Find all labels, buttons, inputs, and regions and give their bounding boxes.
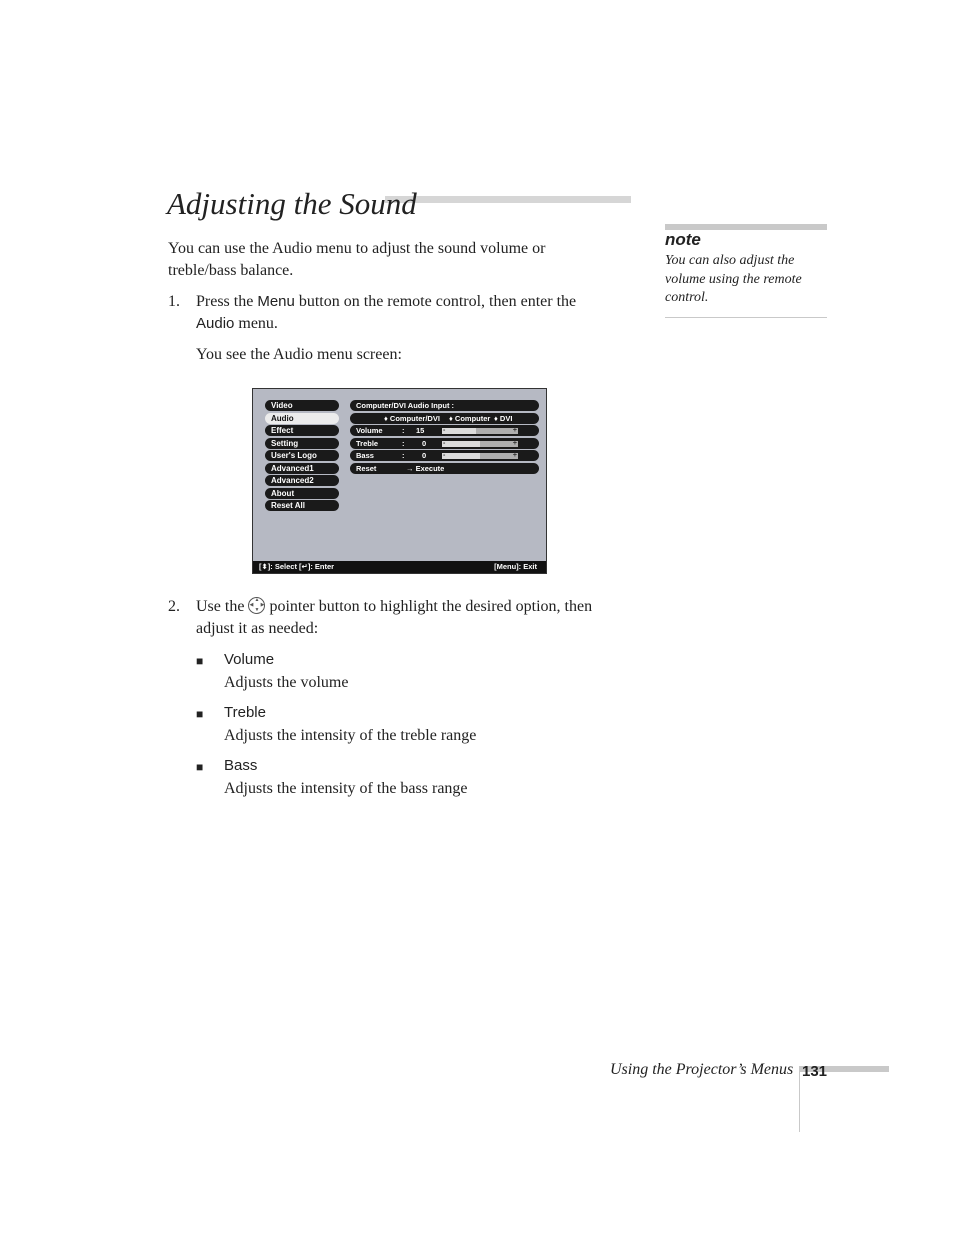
page-title: Adjusting the Sound bbox=[167, 186, 417, 221]
note-text: You can also adjust the volume using the remote control. bbox=[665, 253, 802, 305]
step-1-text-b: button on the remote control, then enter the bbox=[294, 293, 577, 310]
menu-item-effect: Effect bbox=[265, 425, 339, 436]
input-option-computer: ♦ Computer bbox=[449, 413, 491, 423]
menu-item-advanced2: Advanced2 bbox=[265, 475, 339, 486]
footer-divider bbox=[799, 1066, 800, 1132]
volume-label: Volume bbox=[356, 426, 383, 435]
option-treble-desc: Adjusts the intensity of the treble range bbox=[224, 727, 477, 744]
treble-slider-fill bbox=[442, 441, 480, 447]
reset-row bbox=[350, 463, 539, 474]
menu-keyword: Menu bbox=[257, 293, 295, 310]
treble-row bbox=[350, 438, 539, 449]
audio-input-label: Computer/DVI Audio Input : bbox=[356, 401, 455, 410]
slider-plus-marker: + bbox=[512, 439, 517, 447]
bullet-icon: ■ bbox=[196, 707, 204, 721]
treble-sep: : bbox=[402, 438, 405, 448]
slider-minus-marker: - bbox=[443, 427, 446, 434]
treble-slider bbox=[442, 441, 518, 447]
menu-item-about: About bbox=[265, 488, 339, 499]
execute-label: → Execute bbox=[406, 463, 445, 473]
pointer-button-icon: ▲ ▼ ◀ ▶ bbox=[249, 598, 265, 613]
slider-minus-marker: - bbox=[443, 439, 446, 447]
option-bass-desc: Adjusts the intensity of the bass range bbox=[224, 780, 468, 797]
bullet-icon: ■ bbox=[196, 654, 204, 668]
reset-label: Reset bbox=[356, 463, 377, 473]
note-heading: note bbox=[665, 230, 701, 249]
step-2-number: 2. bbox=[168, 598, 180, 615]
bass-value: 0 bbox=[422, 451, 427, 460]
menu-item-users-logo: User's Logo bbox=[265, 450, 339, 461]
intro-paragraph: You can use the Audio menu to adjust the sound volume or treble/bass balance. bbox=[168, 240, 546, 279]
menu-item-reset-all: Reset All bbox=[265, 500, 339, 511]
footer-chapter: Using the Projector’s Menus bbox=[610, 1061, 794, 1078]
step-1-text bbox=[196, 291, 626, 335]
step-1-text-c: menu. bbox=[234, 315, 278, 332]
title-rule bbox=[385, 196, 631, 203]
option-volume-desc: Adjusts the volume bbox=[224, 674, 349, 691]
step-2-text-b: pointer button to highlight the desired option, then bbox=[269, 598, 593, 615]
step-2-text bbox=[196, 596, 636, 640]
slider-minus-marker: - bbox=[443, 452, 446, 459]
status-bar bbox=[253, 561, 546, 573]
menu-item-video: Video bbox=[265, 400, 339, 411]
volume-slider bbox=[442, 428, 518, 434]
bass-row bbox=[350, 450, 539, 461]
option-treble-name: Treble bbox=[224, 704, 266, 721]
status-exit: [Menu]: Exit bbox=[494, 562, 537, 571]
audio-input-row bbox=[350, 400, 539, 411]
slider-plus-marker: + bbox=[512, 427, 517, 434]
audio-menu-screenshot bbox=[252, 388, 547, 574]
input-option-dvi: ♦ DVI bbox=[494, 413, 513, 423]
menu-item-setting: Setting bbox=[265, 438, 339, 449]
bass-label: Bass bbox=[356, 451, 374, 460]
bass-slider-fill bbox=[442, 453, 480, 459]
bass-slider bbox=[442, 453, 518, 459]
bass-sep: : bbox=[402, 451, 405, 460]
treble-value: 0 bbox=[422, 438, 427, 448]
step-2-text-c: adjust it as needed: bbox=[196, 620, 319, 637]
treble-label: Treble bbox=[356, 438, 379, 448]
menu-item-advanced1: Advanced1 bbox=[265, 463, 339, 474]
step-1-number: 1. bbox=[168, 293, 180, 310]
status-select-enter: [⬍]: Select [↵]: Enter bbox=[259, 562, 335, 571]
note-divider bbox=[665, 317, 827, 318]
option-volume-name: Volume bbox=[224, 651, 275, 668]
volume-row bbox=[350, 425, 539, 436]
step-1-text-a: Press the bbox=[196, 293, 258, 310]
page-number: 131 bbox=[802, 1063, 828, 1080]
step-1-sub: You see the Audio menu screen: bbox=[196, 346, 402, 363]
volume-sep: : bbox=[402, 426, 405, 435]
volume-value: 15 bbox=[416, 426, 425, 435]
input-option-computer-dvi: ♦ Computer/DVI bbox=[384, 413, 440, 423]
bullet-icon: ■ bbox=[196, 760, 204, 774]
volume-slider-fill bbox=[442, 428, 476, 434]
slider-plus-marker: + bbox=[512, 452, 517, 459]
audio-keyword: Audio bbox=[196, 315, 235, 332]
menu-item-audio: Audio bbox=[265, 413, 339, 424]
audio-input-options bbox=[350, 413, 539, 424]
option-bass-name: Bass bbox=[224, 757, 258, 774]
step-2-text-a: Use the bbox=[196, 598, 245, 615]
